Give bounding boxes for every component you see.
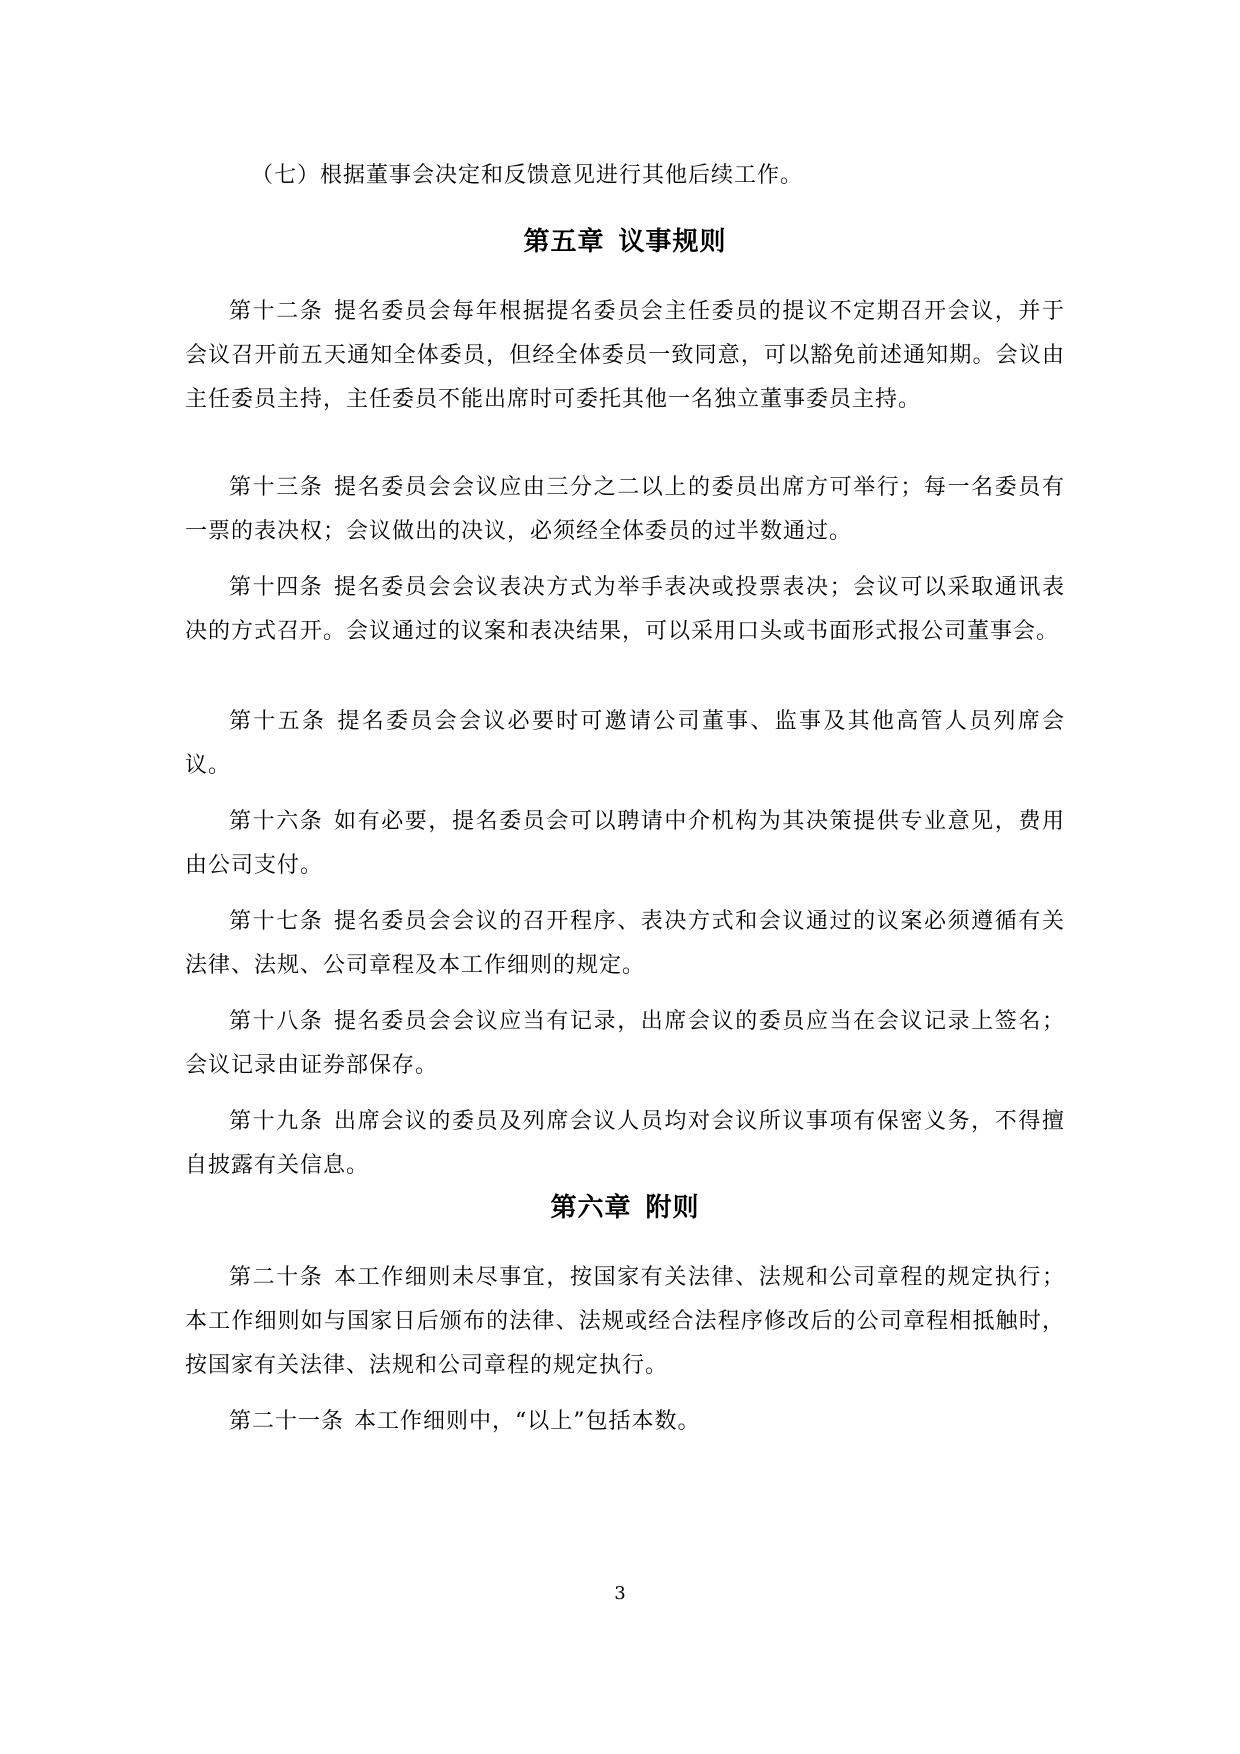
article-label: 第二十条 bbox=[229, 1265, 324, 1290]
article-label: 第十二条 bbox=[229, 299, 324, 324]
article-19 bbox=[185, 1100, 1065, 1188]
chapter-5-heading bbox=[185, 220, 1065, 264]
article-label: 第十七条 bbox=[229, 909, 324, 934]
article-21 bbox=[185, 1400, 1065, 1444]
article-text: 提名委员会每年根据提名委员会主任委员的提议不定期召开会议，并于会议召开前五天通知全体委员，但经全体委员一致同意，可以豁免前述通知期。会议由主任委员主持，主任委员不能出席时可委托其他一名独立董事委员主持。 bbox=[185, 299, 1065, 412]
chapter-6-number: 第六章 bbox=[550, 1193, 632, 1223]
article-text: 本工作细则中，“以上”包括本数。 bbox=[354, 1409, 701, 1434]
article-14 bbox=[185, 566, 1065, 654]
article-13 bbox=[185, 466, 1065, 554]
page-number: 3 bbox=[614, 1583, 626, 1604]
article-text: 提名委员会会议必要时可邀请公司董事、监事及其他高管人员列席会议。 bbox=[185, 709, 1065, 778]
chapter-5-number: 第五章 bbox=[523, 227, 605, 257]
article-20 bbox=[185, 1256, 1065, 1388]
article-text: 提名委员会会议表决方式为举手表决或投票表决；会议可以采取通讯表决的方式召开。会议通过的议案和表决结果，可以采用口头或书面形式报公司董事会。 bbox=[185, 575, 1065, 644]
article-label: 第十九条 bbox=[229, 1109, 324, 1134]
article-18 bbox=[185, 1000, 1065, 1088]
item-7-paragraph: （七）根据董事会决定和反馈意见进行其他后续工作。 bbox=[251, 163, 804, 188]
article-17 bbox=[185, 900, 1065, 988]
article-text: 本工作细则未尽事宜，按国家有关法律、法规和公司章程的规定执行；本工作细则如与国家日后颁布的法律、法规或经合法程序修改后的公司章程相抵触时，按国家有关法律、法规和公司章程的规定执行。 bbox=[185, 1265, 1065, 1378]
article-label: 第十三条 bbox=[229, 475, 324, 500]
chapter-5-title: 议事规则 bbox=[618, 227, 727, 257]
article-text: 提名委员会会议应由三分之二以上的委员出席方可举行；每一名委员有一票的表决权；会议做出的决议，必须经全体委员的过半数通过。 bbox=[185, 475, 1065, 544]
article-16 bbox=[185, 800, 1065, 888]
article-label: 第十六条 bbox=[229, 809, 324, 834]
article-label: 第十八条 bbox=[229, 1009, 324, 1034]
article-12 bbox=[185, 290, 1065, 422]
article-label: 第二十一条 bbox=[229, 1409, 345, 1434]
article-15 bbox=[185, 700, 1065, 788]
article-text: 如有必要，提名委员会可以聘请中介机构为其决策提供专业意见，费用由公司支付。 bbox=[185, 809, 1065, 878]
chapter-6-heading bbox=[185, 1186, 1065, 1230]
article-text: 出席会议的委员及列席会议人员均对会议所议事项有保密义务，不得擅自披露有关信息。 bbox=[185, 1109, 1065, 1178]
article-label: 第十五条 bbox=[229, 709, 327, 734]
article-text: 提名委员会会议的召开程序、表决方式和会议通过的议案必须遵循有关法律、法规、公司章程及本工作细则的规定。 bbox=[185, 909, 1065, 978]
article-text: 提名委员会会议应当有记录，出席会议的委员应当在会议记录上签名；会议记录由证券部保存。 bbox=[185, 1009, 1065, 1078]
chapter-6-title: 附则 bbox=[645, 1193, 700, 1223]
article-label: 第十四条 bbox=[229, 575, 324, 600]
